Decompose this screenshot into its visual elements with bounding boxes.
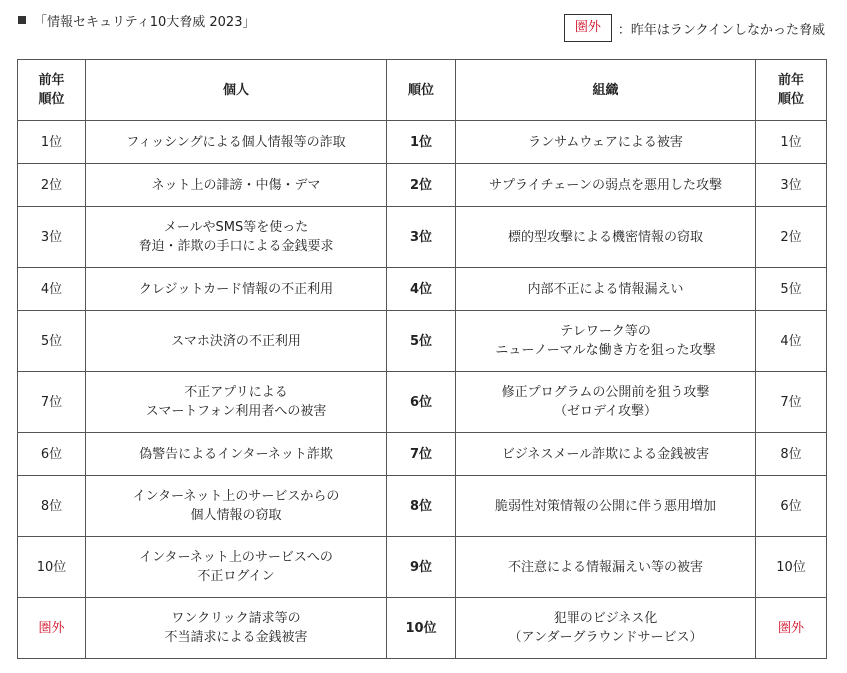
cell-rank: 10位: [387, 598, 456, 659]
cell-rank: 6位: [387, 372, 456, 433]
table-row: [18, 433, 827, 476]
legend: [564, 14, 825, 42]
cell-personal-prev-rank: 5位: [18, 311, 86, 372]
cell-org-threat: 内部不正による情報漏えい: [456, 268, 756, 311]
cell-org-prev-rank: 6位: [756, 476, 827, 537]
threat-ranking-table: [17, 59, 827, 659]
header-rank: 順位: [387, 60, 456, 121]
cell-personal-prev-rank: 圏外: [18, 598, 86, 659]
cell-org-prev-rank: 圏外: [756, 598, 827, 659]
table-row: [18, 537, 827, 598]
cell-org-threat: 標的型攻撃による機密情報の窃取: [456, 207, 756, 268]
cell-org-threat: ビジネスメール詐欺による金銭被害: [456, 433, 756, 476]
page-title-text: 「情報セキュリティ10大脅威 2023」: [34, 15, 256, 30]
cell-org-prev-rank: 8位: [756, 433, 827, 476]
table-row: [18, 268, 827, 311]
cell-org-prev-rank: 10位: [756, 537, 827, 598]
cell-org-threat: 脆弱性対策情報の公開に伴う悪用増加: [456, 476, 756, 537]
bullet-square-icon: [18, 16, 26, 24]
table-row: [18, 311, 827, 372]
cell-org-threat: 犯罪のビジネス化 （アンダーグラウンドサービス）: [456, 598, 756, 659]
cell-rank: 7位: [387, 433, 456, 476]
cell-org-prev-rank: 4位: [756, 311, 827, 372]
cell-org-prev-rank: 5位: [756, 268, 827, 311]
cell-personal-threat: スマホ決済の不正利用: [86, 311, 387, 372]
cell-personal-prev-rank: 7位: [18, 372, 86, 433]
cell-org-threat: テレワーク等の ニューノーマルな働き方を狙った攻撃: [456, 311, 756, 372]
cell-rank: 3位: [387, 207, 456, 268]
cell-personal-threat: クレジットカード情報の不正利用: [86, 268, 387, 311]
header: [0, 0, 847, 58]
table-row: [18, 121, 827, 164]
cell-personal-threat: ワンクリック請求等の 不当請求による金銭被害: [86, 598, 387, 659]
cell-org-threat: ランサムウェアによる被害: [456, 121, 756, 164]
cell-org-threat: 修正プログラムの公開前を狙う攻撃 （ゼロデイ攻撃）: [456, 372, 756, 433]
cell-rank: 2位: [387, 164, 456, 207]
table-row: [18, 164, 827, 207]
header-organization: 組織: [456, 60, 756, 121]
table-row: [18, 598, 827, 659]
cell-org-prev-rank: 7位: [756, 372, 827, 433]
cell-personal-threat: 不正アプリによる スマートフォン利用者への被害: [86, 372, 387, 433]
header-org-prev-rank: 前年 順位: [756, 60, 827, 121]
cell-personal-threat: インターネット上のサービスへの 不正ログイン: [86, 537, 387, 598]
cell-org-prev-rank: 1位: [756, 121, 827, 164]
cell-personal-threat: メールやSMS等を使った 脅迫・詐欺の手口による金銭要求: [86, 207, 387, 268]
out-of-rank-badge: 圏外: [564, 14, 612, 42]
cell-org-prev-rank: 2位: [756, 207, 827, 268]
cell-personal-prev-rank: 2位: [18, 164, 86, 207]
cell-personal-threat: フィッシングによる個人情報等の詐取: [86, 121, 387, 164]
cell-org-prev-rank: 3位: [756, 164, 827, 207]
header-personal-prev-rank: 前年 順位: [18, 60, 86, 121]
header-personal: 個人: [86, 60, 387, 121]
page-title: [18, 14, 255, 32]
table-row: [18, 207, 827, 268]
cell-personal-prev-rank: 6位: [18, 433, 86, 476]
cell-rank: 8位: [387, 476, 456, 537]
cell-personal-prev-rank: 4位: [18, 268, 86, 311]
legend-text: ：昨年はランクインしなかった脅威: [617, 22, 825, 38]
table-row: [18, 476, 827, 537]
cell-org-threat: 不注意による情報漏えい等の被害: [456, 537, 756, 598]
cell-personal-threat: ネット上の誹謗・中傷・デマ: [86, 164, 387, 207]
cell-org-threat: サプライチェーンの弱点を悪用した攻撃: [456, 164, 756, 207]
cell-rank: 1位: [387, 121, 456, 164]
cell-personal-threat: 偽警告によるインターネット詐欺: [86, 433, 387, 476]
cell-personal-prev-rank: 8位: [18, 476, 86, 537]
cell-personal-prev-rank: 1位: [18, 121, 86, 164]
table-row: [18, 372, 827, 433]
cell-personal-prev-rank: 3位: [18, 207, 86, 268]
cell-personal-prev-rank: 10位: [18, 537, 86, 598]
cell-rank: 4位: [387, 268, 456, 311]
cell-rank: 9位: [387, 537, 456, 598]
table-header-row: [18, 60, 827, 121]
cell-rank: 5位: [387, 311, 456, 372]
cell-personal-threat: インターネット上のサービスからの 個人情報の窃取: [86, 476, 387, 537]
